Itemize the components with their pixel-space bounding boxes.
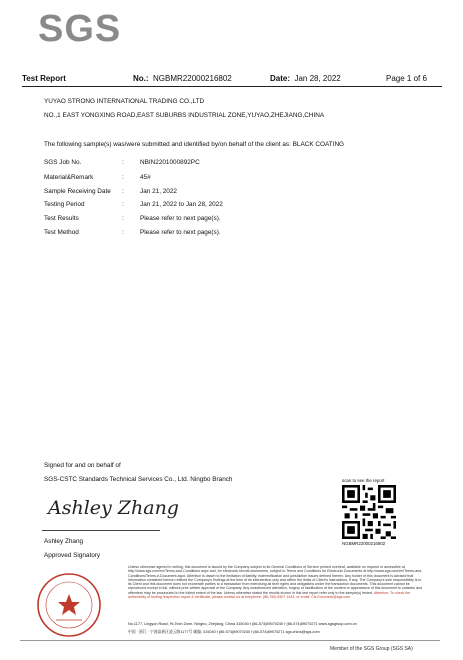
address-chinese: 中国 · 浙江 · 宁波高新区凌云路1177号 邮编: 315040 t (86-574)89070240 f (86-574)89070271 sgs.china@sgs.com (128, 630, 320, 634)
header-divider (22, 86, 442, 87)
field-colon: : (122, 174, 124, 181)
field-label: SGS Job No. (44, 159, 82, 166)
report-date: Date: Jan 28, 2022 (270, 74, 341, 83)
signing-company: SGS-CSTC Standards Technical Services Co., Ltd. Ningbo Branch (44, 476, 233, 483)
field-value: 45# (140, 174, 151, 181)
signed-for-text: Signed for and on behalf of (44, 462, 121, 469)
field-value: Jan 21, 2022 to Jan 28, 2022 (140, 201, 223, 208)
field-colon: : (122, 215, 124, 222)
client-address: NO.,1 EAST YONGXING ROAD,EAST SUBURBS INDUSTRIAL ZONE,YUYAO,ZHEJIANG,CHINA (44, 112, 325, 119)
field-colon: : (122, 229, 124, 236)
field-value: NBIN2201000892PC (140, 159, 200, 166)
field-value: Please refer to next page(s). (140, 215, 221, 222)
signature-line (42, 530, 160, 531)
signatory-role: Approved Signatory (44, 552, 101, 559)
field-colon: : (122, 188, 124, 195)
page-number: Page 1 of 6 (386, 74, 427, 83)
field-row (44, 188, 177, 195)
field-label: Testing Period (44, 201, 85, 208)
field-label: Test Method (44, 229, 79, 236)
field-value: Please refer to next page(s). (140, 229, 221, 236)
field-label: Material&Remark (44, 174, 94, 181)
report-number: No.: NGBMR22000216802 (133, 74, 232, 83)
qr-caption: scan to see the report (342, 478, 385, 483)
field-row (44, 174, 151, 181)
footer-divider (20, 640, 440, 641)
field-row (44, 215, 221, 222)
authenticity-notice: Attention: To check the authenticity of testing /inspection report & certificate, please contact us at telephone: (86-755) 8307 1443, or email: CN.Doccheck@sgs.com (128, 590, 411, 600)
field-row (44, 229, 221, 236)
field-row (44, 159, 200, 166)
address-english: No.1177, Lingyun Road, Hi-Tech Zone, Ningbo, Zhejiang, China 315040 t (86-574)89070240 f (86-574)89070271 www.sgsgroup.com.cn (128, 622, 357, 626)
report-title: Test Report (22, 74, 66, 83)
intro-text: The following sample(s) was/were submitted and identified by/on behalf of the client as: BLACK COATING (44, 141, 345, 148)
sgs-logo: SGS (38, 8, 122, 50)
field-colon: : (122, 159, 124, 166)
field-value: Jan 21, 2022 (140, 188, 177, 195)
member-text: Member of the SGS Group (SGS SA) (330, 646, 413, 652)
signatory-name: Ashley Zhang (44, 538, 84, 545)
field-row (44, 201, 223, 208)
qr-report-number: NGBMR22000216802 (342, 541, 386, 546)
disclaimer-text: Unless otherwise agreed in writing, this document is issued by the Company subject to its General Conditions of Service printed overleaf, available on request or accessible at http://www.sgs.com/en/Terms-and-Conditions.aspx and, for electronic format documents, subject to Terms and Conditions for Electronic Documents at http://www.sgs.com/en/Terms-and-Conditions/Terms-e-Document.aspx. Attention is drawn to the limitation of liability, indemnification and jurisdiction issues defined therein. Any holder of this document is advised that information contained hereon reflects the Company's findings at the time of its intervention only and within the limits of Client's instructions, if any. The Company's sole responsibility is to its Client and this document does not exonerate parties to a transaction from exercising all their rights and obligations under the transaction documents. This document cannot be reproduced except in full, without prior written approval of the Company. Any unauthorized alteration, forgery or falsification of the content or appearance of this document is unlawful and offenders may be prosecuted to the fullest extent of the law. Unless otherwise stated the results shown in this test report refer only to the sample(s) tested. Attention: To check the authenticity of testing /inspection report & certificate, please contact us at telephone: (86-755) 8307 1443, or email: CN.Doccheck@sgs.com (128, 565, 423, 600)
company-seal-icon (36, 572, 102, 638)
handwritten-signature: Ashley Zhang (48, 497, 179, 519)
field-label: Sample Receiving Date (44, 188, 111, 195)
qr-code-icon (342, 485, 396, 539)
field-label: Test Results (44, 215, 79, 222)
field-colon: : (122, 201, 124, 208)
client-name: YUYAO STRONG INTERNATIONAL TRADING CO.,LTD (44, 98, 205, 105)
